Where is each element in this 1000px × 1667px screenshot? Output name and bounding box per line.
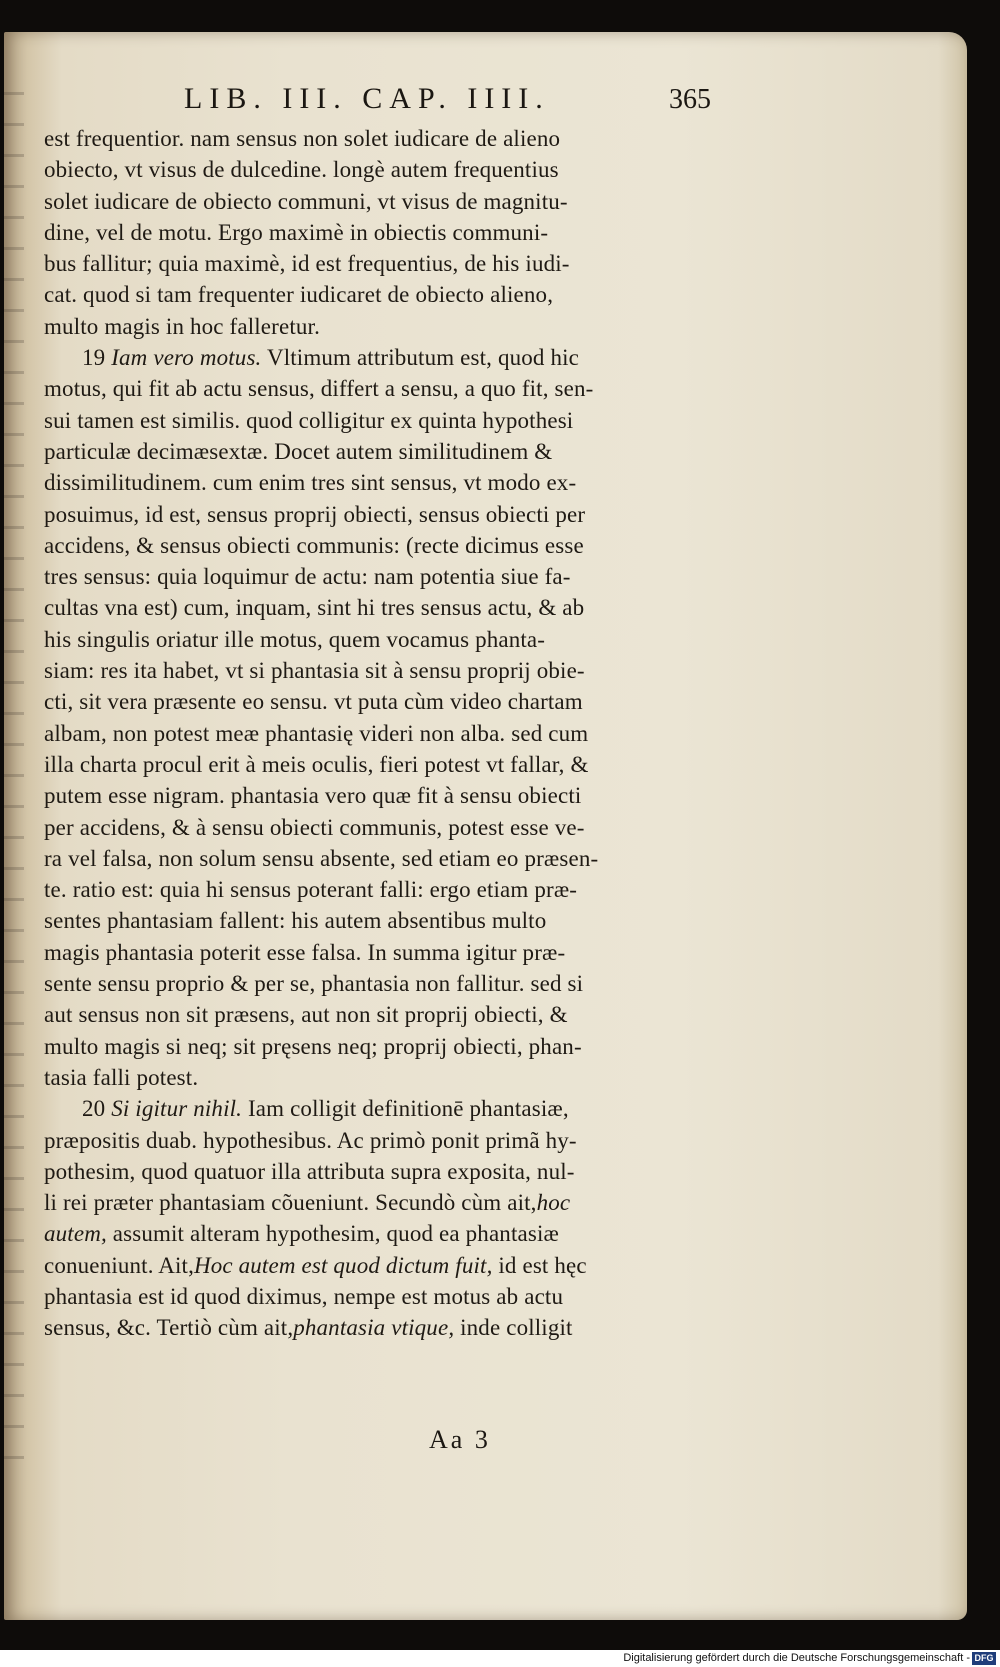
line-text: li rei præter phantasiam cõueniunt. Secundò cùm ait, [44,1190,537,1216]
line-text: Iam colligit definitionē phantasiæ, [242,1096,569,1122]
text-line [44,467,744,498]
lemma-italic: phantasia vtique, [293,1315,455,1341]
text-line [44,905,744,936]
signature-mark: Aa 3 [429,1425,491,1454]
running-head [4,82,967,122]
text-line [44,624,744,655]
line-text: solet iudicare de obiecto communi, vt visus de magnitu- [44,188,568,214]
line-text: particulæ decimæsextæ. Docet autem similitudinem & [44,438,553,464]
text-line [44,999,744,1030]
line-text: posuimus, id est, sensus proprij obiecti, sensus obiecti per [44,501,586,527]
line-text: est frequentior. nam sensus non solet iudicare de alieno [44,126,561,151]
line-text: siam: res ita habet, vt si phantasia sit à sensu proprij obie- [44,658,585,684]
line-text: cultas vna est) cum, inquam, sint hi tres sensus actu, & ab [44,595,585,621]
text-line [44,248,744,279]
text-line [44,812,744,843]
text-line [44,279,744,310]
text-line [44,530,744,561]
text-line [44,436,744,467]
text-line [44,154,744,185]
line-text: putem esse nigram. phantasia vero quæ fit à sensu obiecti [44,783,582,809]
line-text: conueniunt. Ait, [44,1252,194,1278]
text-line [44,874,744,905]
text-line [44,718,744,749]
line-text: cti, sit vera præsente eo sensu. vt puta cùm video chartam [44,689,583,715]
footer-bar [0,1650,1000,1667]
text-line [44,1031,744,1062]
line-text: illa charta procul erit à meis oculis, fieri potest vt fallar, & [44,751,589,777]
line-text: dine, vel de motu. Ergo maximè in obiectis communi- [44,219,549,245]
section-number: 19 [82,345,106,371]
line-text: per accidens, & à sensu obiecti communis, potest esse ve- [44,814,585,840]
text-line [44,342,744,373]
line-text: sensus, &c. Tertiò cùm ait, [44,1315,294,1341]
line-text: multo magis si neq; sit pręsens neq; proprij obiecti, phan- [44,1033,582,1059]
lemma-italic: hoc [536,1190,571,1216]
line-text: aut sensus non sit præsens, aut non sit proprij obiecti, & [44,1002,568,1028]
book-page [4,32,967,1620]
line-text: obiecto, vt visus de dulcedine. longè autem frequentius [44,157,559,183]
line-text: inde colligit [454,1315,573,1341]
line-text: bus fallitur; quia maximè, id est frequentius, de his iudi- [44,251,570,277]
line-text: ra vel falsa, non solum sensu absente, sed etiam eo præsen- [44,845,599,871]
text-line [44,1093,744,1124]
line-text: sente sensu proprio & per se, phantasia non fallitur. sed si [44,971,584,997]
text-line [44,749,744,780]
text-line [44,217,744,248]
body-text [44,123,744,1344]
line-text: sentes phantasiam fallent: his autem absentibus multo [44,908,547,934]
text-line [44,1187,744,1218]
line-text: motus, qui fit ab actu sensus, differt a sensu, a quo fit, sen- [44,376,594,402]
text-line [44,561,744,592]
text-line [44,655,744,686]
text-line [44,592,744,623]
page-number: 365 [669,84,711,115]
text-line [44,937,744,968]
line-text: tasia falli potest. [44,1064,199,1090]
text-line [44,1281,744,1312]
line-text: multo magis in hoc falleretur. [44,313,320,339]
line-text: dissimilitudinem. cum enim tres sint sensus, vt modo ex- [44,470,577,496]
line-text: præpositis duab. hypothesibus. Ac primò ponit primã hy- [44,1127,577,1153]
text-line [44,1125,744,1156]
line-text: albam, non potest meæ phantasię videri non alba. sed cum [44,720,589,746]
text-line [44,123,744,154]
gutter-shadow [4,92,24,1482]
line-text: sui tamen est similis. quod colligitur ex quinta hypothesi [44,407,574,433]
line-text: magis phantasia poterit esse falsa. In summa igitur præ- [44,939,566,965]
lemma-italic: Hoc autem est quod dictum fuit, [193,1252,493,1278]
section-number: 20 [82,1096,106,1122]
line-text: his singulis oriatur ille motus, quem vocamus phanta- [44,626,546,652]
text-line [44,1312,744,1343]
chapter-heading: LIB. III. CAP. IIII. [184,82,550,115]
text-line [44,686,744,717]
text-line [44,1156,744,1187]
line-text: cat. quod si tam frequenter iudicaret de obiecto alieno, [44,282,554,308]
text-line [44,186,744,217]
lemma-italic: Iam vero motus. [111,345,262,371]
dfg-logo: DFG [972,1652,996,1665]
text-line [44,311,744,342]
lemma-italic: Si igitur nihil. [111,1096,243,1122]
text-line [44,499,744,530]
line-text: assumit alteram hypothesim, quod ea phantasiæ [106,1221,559,1247]
text-line [44,968,744,999]
text-line [44,373,744,404]
text-line [44,1218,744,1249]
line-text: te. ratio est: quia hi sensus poterant falli: ergo etiam præ- [44,877,578,903]
lemma-italic: autem, [44,1221,107,1247]
line-text: pothesim, quod quatuor illa attributa supra exposita, nul- [44,1158,575,1184]
line-text: Vltimum attributum est, quod hic [261,345,580,371]
text-line [44,405,744,436]
line-text: phantasia est id quod diximus, nempe est motus ab actu [44,1283,564,1309]
text-line [44,843,744,874]
text-line [44,780,744,811]
text-line [44,1062,744,1093]
funding-credit: Digitalisierung gefördert durch die Deutsche Forschungsgemeinschaft - [623,1652,970,1664]
text-line [44,1250,744,1281]
line-text: id est hęc [492,1252,587,1278]
line-text: tres sensus: quia loquimur de actu: nam potentia siue fa- [44,564,571,590]
line-text: accidens, & sensus obiecti communis: (recte dicimus esse [44,532,584,558]
